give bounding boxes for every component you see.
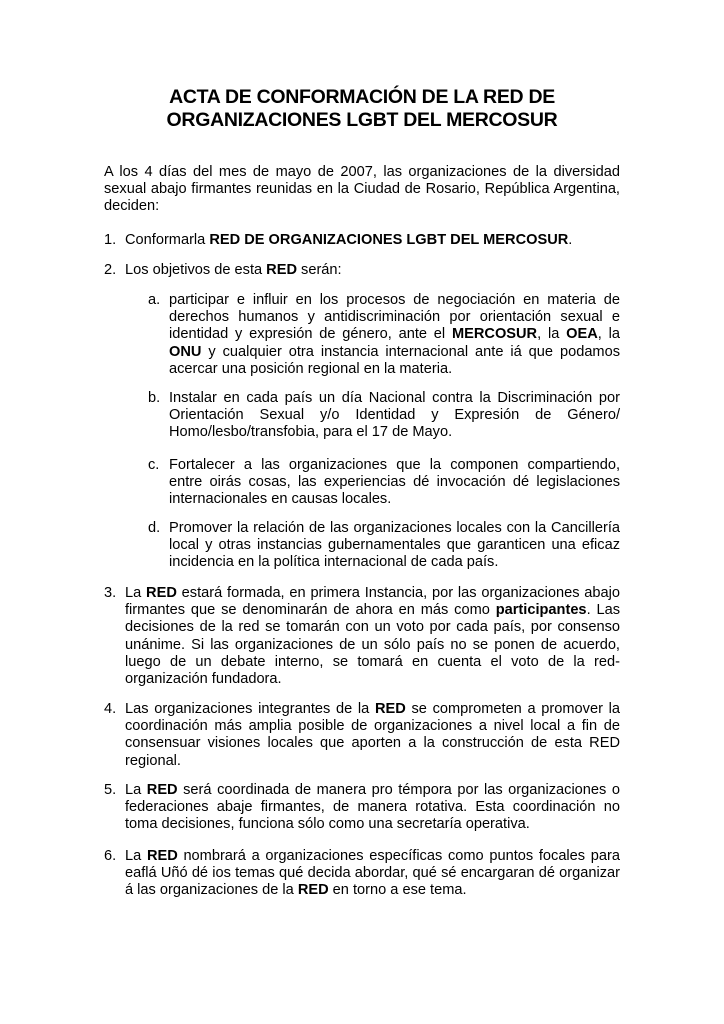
text-part: La [125, 782, 147, 798]
sub-item-d [148, 520, 620, 574]
sub-item-text [169, 292, 620, 378]
bold-text: RED [297, 882, 329, 899]
item-number: 6. [104, 848, 117, 864]
text-part: participar e influir en los procesos de negociación en materia de derechos humanos y antidiscriminación por orientación sexual e identidad y expresión de género, ante el [169, 292, 620, 343]
list-item-6 [104, 848, 620, 902]
text-part: y cualquier otra instancia internacional ante iá que podamos acercar una posición regional en la materia. [169, 343, 620, 377]
text-part: La [125, 848, 147, 864]
text-part: Las organizaciones integrantes de la [125, 701, 375, 717]
text-part: será coordinada de manera pro témpora por las organizaciones o federaciones abaje firmantes, de manera rotativa. Esta coordinación no toma decisiones, funciona sólo como una secretaría operativa. [125, 782, 620, 833]
bold-text: ONU [169, 343, 202, 360]
bold-text: RED [146, 848, 178, 864]
item-text [125, 262, 620, 279]
item-number: 2. [104, 262, 117, 278]
item-text-part: . [568, 232, 573, 248]
sub-item-letter: b. [148, 390, 161, 406]
item-text [125, 782, 620, 834]
bold-text: OEA [566, 326, 598, 343]
sub-item-a [148, 292, 620, 382]
bold-text: MERCOSUR [451, 326, 538, 343]
text-part: La [125, 585, 147, 601]
sub-item-text: Fortalecer a las organizaciones que la componen compartiendo, entre oirás cosas, las experiencias dé invocación dé legislaciones internacionales en causas locales. [169, 457, 620, 508]
item-text [125, 848, 620, 900]
item-text-part: Los objetivos de esta [125, 262, 267, 278]
item-text-part: Conformarla [125, 232, 210, 248]
list-item-1 [104, 232, 620, 250]
title-line-2: ORGANIZACIONES LGBT DEL MERCOSUR [166, 109, 558, 131]
item-text-part: serán: [296, 262, 342, 278]
bold-text: RED [374, 701, 406, 717]
item-number: 5. [104, 782, 117, 798]
text-part: nombrará a organizaciones específicas como puntos focales para eaflá Uñó dé ios temas qué decida abordar, qué sé encargaran dé organizar á las organizaciones de la [125, 848, 620, 899]
item-number: 1. [104, 232, 117, 248]
bold-text: participantes [495, 602, 587, 619]
text-part: , la [537, 326, 567, 343]
item-text [125, 701, 620, 770]
text-part: se comprometen a promover la coordinación más amplia posible de organizaciones a nivel local a fin de consensuar visiones locales que aporten a la construcción de esta RED regional. [125, 701, 620, 769]
item-text [125, 585, 620, 688]
sub-item-c [148, 457, 620, 511]
title-line-1: ACTA DE CONFORMACIÓN DE LA RED DE [169, 86, 555, 108]
sub-item-text: Promover la relación de las organizaciones locales con la Cancillería local y otras instancias gubernamentales que garanticen una eficaz incidencia en la política internacional de cada país. [169, 520, 620, 571]
document-title [104, 86, 620, 132]
sub-item-b [148, 390, 620, 444]
item-bold-text: RED [266, 262, 297, 278]
list-item-5 [104, 782, 620, 836]
list-item-2 [104, 262, 620, 280]
text-part: . Las decisiones de la red se tomarán con un voto por cada país, por consenso unánime. Si las organizaciones de un sólo país no se ponen de acuerdo, luego de un debate interno, se tomará en cuenta el voto de la red-organización fundadora. [125, 602, 621, 688]
intro-paragraph: A los 4 días del mes de mayo de 2007, las organizaciones de la diversidad sexual abajo firmantes reunidas en la Ciudad de Rosario, República Argentina, deciden: [104, 164, 620, 215]
item-number: 4. [104, 701, 117, 717]
list-item-4 [104, 701, 620, 773]
text-part: , la [597, 326, 621, 343]
sub-item-letter: c. [148, 457, 160, 473]
item-bold-text: RED DE ORGANIZACIONES LGBT DEL MERCOSUR [209, 232, 569, 248]
text-part: estará formada, en primera Instancia, por las organizaciones abajo firmantes que se denominarán de ahora en más como [125, 585, 620, 619]
item-text [125, 232, 620, 249]
list-item-3 [104, 585, 620, 691]
sub-item-letter: d. [148, 520, 161, 536]
item-number: 3. [104, 585, 117, 601]
bold-text: RED [146, 782, 178, 798]
bold-text: RED [146, 585, 177, 601]
sub-item-text: Instalar en cada país un día Nacional contra la Discriminación por Orientación Sexual y/o Identidad y Expresión de Género/ Homo/lesbo/transfobia, para el 17 de Mayo. [169, 390, 620, 441]
text-part: en torno a ese tema. [328, 882, 467, 899]
sub-item-letter: a. [148, 292, 161, 308]
